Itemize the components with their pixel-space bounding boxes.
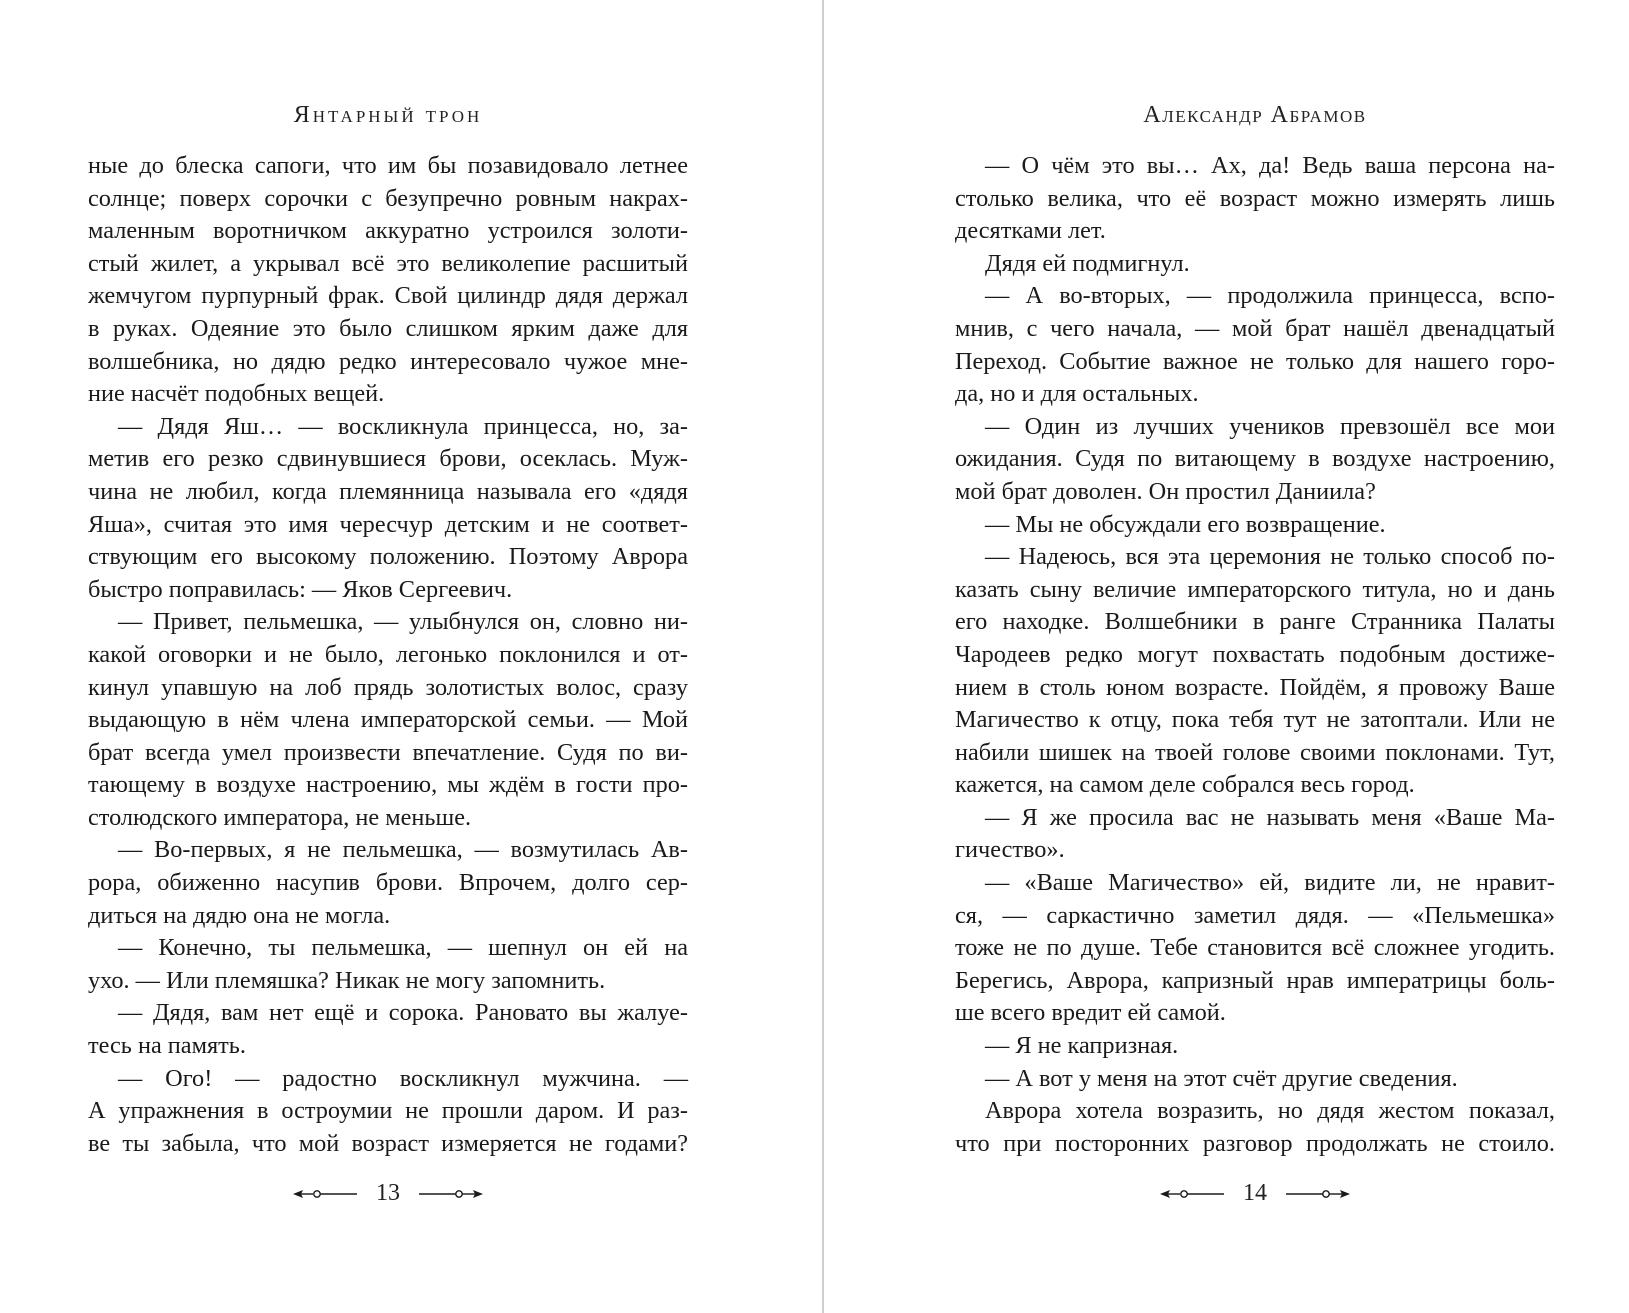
text-line: тающему в воздухе настроению, мы ждём в гости про- (88, 771, 688, 799)
text-line: ше всего вредит ей самой. (955, 999, 1226, 1027)
text-line: — Я же просила вас не называть меня «Ваше Ма- (985, 803, 1555, 831)
text-line: ствующим его высокому положению. Поэтому Аврора (88, 543, 688, 571)
text-line: кажется, на самом деле собрался весь город. (955, 771, 1415, 799)
text-line: — «Ваше Магичество» ей, видите ли, не нравит- (985, 869, 1555, 897)
text-line: жемчугом пурпурный фрак. Свой цилиндр дядя держал (88, 282, 688, 310)
folio-ornament-right-icon (415, 1187, 485, 1201)
text-line: что при посторонних разговор продолжать не стоило. (955, 1129, 1555, 1157)
text-line: стый жилет, а укрывал всё это великолепие расшитый (88, 249, 688, 277)
right-page-text (955, 150, 1555, 1160)
text-line: маленным воротничком аккуратно устроился золоти- (88, 217, 688, 245)
text-line: — А вот у меня на этот счёт другие сведения. (985, 1064, 1458, 1092)
text-line: — Дядя Яш… — воскликнула принцесса, но, за- (118, 412, 688, 440)
right-page (955, 0, 1555, 1313)
text-line: казать сыну величие императорского титула, но и дань (955, 575, 1555, 603)
text-line: его находке. Волшебники в ранге Странника Палаты (955, 608, 1555, 636)
text-line: Чародеев редко могут похвастать подобным достиже- (955, 640, 1555, 668)
text-line: ожидания. Судя по витающему в воздухе настроению, (955, 445, 1555, 473)
text-line: брат всегда умел произвести впечатление. Судя по ви- (88, 738, 688, 766)
text-line: — Один из лучших учеников превзошёл все мои (985, 412, 1555, 440)
text-line: мой брат доволен. Он простил Даниила? (955, 477, 1376, 505)
text-line: — Ого! — радостно воскликнул мужчина. — (118, 1064, 688, 1092)
text-line: диться на дядю она не могла. (88, 901, 391, 929)
text-line: чина не любил, когда племянница называла его «дядя (88, 477, 688, 505)
text-line: мнив, с чего начала, — мой брат нашёл двенадцатый (955, 314, 1555, 342)
text-line: Аврора хотела возразить, но дядя жестом показал, (985, 1097, 1555, 1125)
text-line: да, но и для остальных. (955, 380, 1199, 408)
text-line: быстро поправилась: — Яков Сергеевич. (88, 575, 513, 603)
text-line: ные до блеска сапоги, что им бы позавидовало летнее (88, 152, 688, 179)
text-line: гичество». (955, 836, 1065, 864)
running-head-author: Александр Абрамов (1143, 102, 1367, 128)
page-number: 14 (1243, 1180, 1267, 1206)
text-line: — Дядя, вам нет ещё и сорока. Рановато вы жалуе- (118, 999, 688, 1027)
text-line: ухо. — Или племяшка? Никак не могу запомнить. (88, 966, 606, 994)
text-line: — Я не капризная. (985, 1032, 1179, 1060)
text-line: Магичество к отцу, пока тебя тут не затоптали. Или не (955, 706, 1555, 734)
text-line: выдающую в нём члена императорской семьи. — Мой (88, 706, 688, 734)
running-head-title: Янтарный трон (293, 102, 483, 128)
text-line: — Конечно, ты пельмешка, — шепнул он ей на (118, 934, 688, 962)
text-line: Дядя ей подмигнул. (985, 249, 1190, 277)
text-line: в руках. Одеяние это было слишком ярким даже для (88, 314, 688, 342)
text-line: кинул упавшую на лоб прядь золотистых волос, сразу (88, 673, 688, 701)
text-line: Переход. Событие важное не только для нашего горо- (955, 347, 1555, 375)
folio-ornament-left-icon (1158, 1187, 1228, 1201)
text-line: рора, обиженно насупив брови. Впрочем, долго сер- (88, 869, 688, 897)
page-number-footer (88, 1180, 688, 1207)
page-gutter-divider (822, 0, 824, 1313)
text-line: — А во-вторых, — продолжила принцесса, вспо- (985, 282, 1555, 310)
text-line: — О чём это вы… Ах, да! Ведь ваша персона на- (985, 152, 1555, 179)
text-line: — Привет, пельмешка, — улыбнулся он, словно ни- (118, 608, 688, 636)
text-line: столюдского императора, не меньше. (88, 803, 472, 831)
text-line: — Во-первых, я не пельмешка, — возмутилась Ав- (118, 836, 688, 864)
folio-ornament-left-icon (291, 1187, 361, 1201)
text-line: ся, — саркастично заметил дядя. — «Пельмешка» (955, 901, 1555, 929)
text-line: ние насчёт подобных вещей. (88, 380, 385, 408)
text-line: солнце; поверх сорочки с безупречно ровным накрах- (88, 184, 688, 212)
left-page-text (88, 150, 688, 1160)
text-line: какой оговорки и не было, легонько поклонился и от- (88, 640, 688, 668)
text-line: Берегись, Аврора, капризный нрав императрицы боль- (955, 966, 1555, 994)
text-line: — Надеюсь, вся эта церемония не только способ по- (985, 543, 1555, 571)
text-line: Яша», считая это имя чересчур детским и не соответ- (88, 510, 688, 538)
text-line: тоже не по душе. Тебе становится всё сложнее угодить. (955, 934, 1555, 962)
folio-ornament-right-icon (1282, 1187, 1352, 1201)
text-line: А упражнения в остроумии не прошли даром. И раз- (88, 1097, 688, 1125)
text-line: столько велика, что её возраст можно измерять лишь (955, 184, 1555, 212)
page-number-footer (955, 1180, 1555, 1207)
text-line: — Мы не обсуждали его возвращение. (985, 510, 1386, 538)
text-line: набили шишек на твоей голове своими поклонами. Тут, (955, 738, 1555, 766)
text-line: нием в столь юном возрасте. Пойдём, я провожу Ваше (955, 673, 1555, 701)
text-line: десятками лет. (955, 217, 1106, 245)
text-line: метив его резко сдвинувшиеся брови, осеклась. Муж- (88, 445, 688, 473)
page-number: 13 (376, 1180, 400, 1206)
text-line: волшебника, но дядю редко интересовало чужое мне- (88, 347, 688, 375)
text-line: ве ты забыла, что мой возраст измеряется не годами? (88, 1129, 688, 1157)
left-page (88, 0, 688, 1313)
text-line: тесь на память. (88, 1032, 246, 1060)
